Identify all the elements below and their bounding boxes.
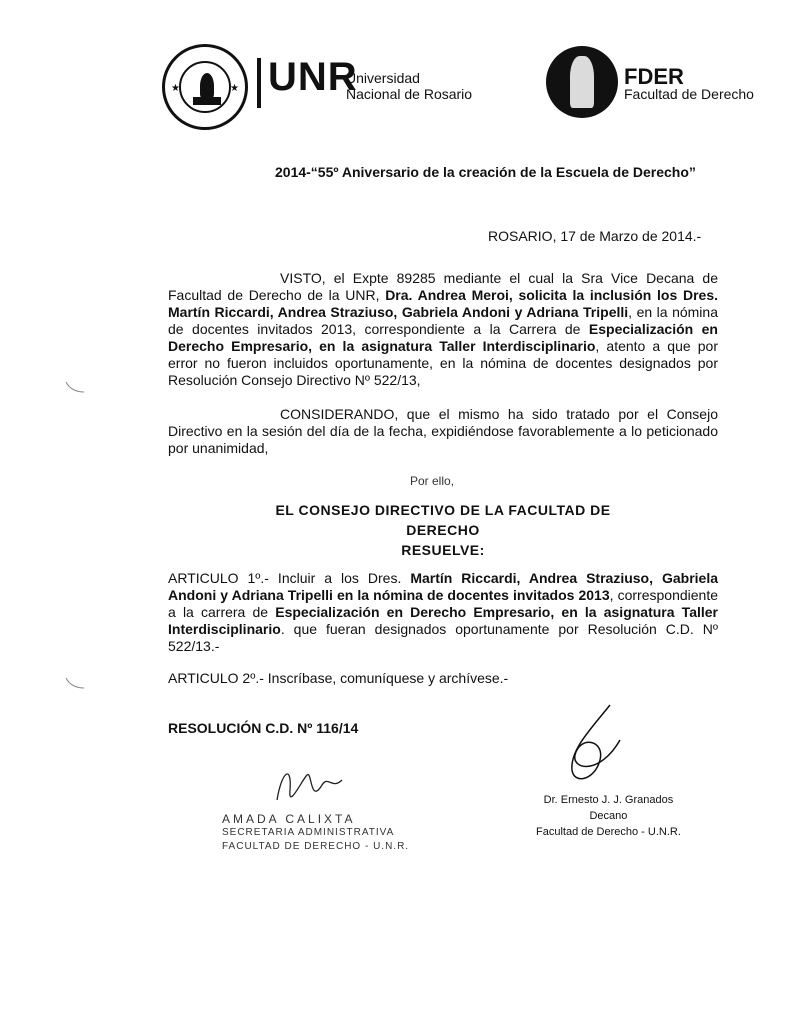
seal-base bbox=[193, 97, 221, 105]
star-icon: ★ bbox=[171, 83, 180, 94]
unr-full-name bbox=[346, 70, 472, 102]
art1-text-1: ARTICULO 1º.- Incluir a los Dres. bbox=[168, 570, 411, 586]
seal-inner-ring bbox=[179, 61, 231, 113]
art1-text-2: , correspondiente a la carrera de bbox=[168, 587, 719, 620]
por-ello: Por ello, bbox=[410, 474, 455, 488]
unr-abbreviation: UNR bbox=[268, 55, 358, 99]
visto-text-3: , atento a que por error no fueron incluidos oportunamente, en la nómina de docentes designados por Resolución Consejo Directivo Nº 522/13, bbox=[168, 338, 718, 388]
header-divider bbox=[257, 58, 261, 108]
fder-logo bbox=[546, 46, 618, 118]
dean-role: Decano bbox=[589, 810, 628, 822]
secretary-name: AMADA CALIXTA bbox=[222, 812, 356, 826]
resolution-number: RESOLUCIÓN C.D. Nº 116/14 bbox=[168, 720, 359, 736]
punch-mark bbox=[64, 676, 86, 690]
visto-text-2: , en la nómina de docentes invitados 2013, correspondiente a la Carrera de bbox=[168, 304, 718, 337]
visto-paragraph bbox=[168, 270, 718, 389]
fder-abbreviation: FDER bbox=[624, 64, 684, 89]
anniversary-heading: 2014-“55º Aniversario de la creación de la Escuela de Derecho” bbox=[275, 164, 696, 180]
secretary-signature-block bbox=[222, 812, 409, 854]
date-line: ROSARIO, 17 de Marzo de 2014.- bbox=[488, 228, 702, 244]
council-name: EL CONSEJO DIRECTIVO DE LA FACULTAD DE DERECHO bbox=[275, 502, 611, 538]
visto-text-1: VISTO, el Expte 89285 mediante el cual la Sra Vice Decana de Facultad de Derecho de la UNR, bbox=[168, 270, 718, 303]
unr-seal-logo bbox=[162, 44, 248, 130]
visto-bold-1: Dra. Andrea Meroi, solicita la inclusión los Dres. Martín Riccardi, Andrea Straziuso, Gabriela Andoni y Adriana Tripelli bbox=[168, 287, 718, 320]
secretary-org: FACULTAD DE DERECHO - U.N.R. bbox=[222, 841, 410, 852]
art1-text-3: . que fueran designados oportunamente por Resolución C.D. Nº 522/13.- bbox=[168, 621, 718, 654]
article-1 bbox=[168, 570, 718, 655]
art1-bold-1: Martín Riccardi, Andrea Straziuso, Gabriela Andoni y Adriana Tripelli en la nómina de docentes invitados 2013 bbox=[168, 570, 718, 603]
art1-bold-2: Especialización en Derecho Empresario, en la asignatura Taller Interdisciplinario bbox=[168, 604, 718, 637]
statue-icon bbox=[570, 56, 594, 108]
unr-name-line2: Nacional de Rosario bbox=[346, 86, 473, 102]
dean-name: Dr. Ernesto J. J. Granados bbox=[543, 794, 674, 806]
dean-org: Facultad de Derecho - U.N.R. bbox=[536, 826, 681, 838]
resuelve-heading bbox=[238, 500, 648, 560]
resuelve-word: RESUELVE: bbox=[401, 542, 485, 558]
punch-mark bbox=[64, 380, 86, 394]
secretary-signature bbox=[262, 760, 352, 820]
unr-name-line1: Universidad bbox=[346, 70, 420, 86]
star-icon: ★ bbox=[230, 83, 239, 94]
article-2: ARTICULO 2º.- Inscríbase, comuníquese y archívese.- bbox=[168, 670, 509, 686]
torch-icon bbox=[200, 73, 214, 99]
dean-signature-block bbox=[536, 792, 681, 840]
fder-subtitle: Facultad de Derecho bbox=[624, 86, 754, 102]
considerando-paragraph bbox=[168, 406, 718, 457]
secretary-role: SECRETARIA ADMINISTRATIVA bbox=[222, 827, 395, 838]
visto-bold-2: Especialización en Derecho Empresario, en la asignatura Taller Interdisciplinario bbox=[168, 321, 718, 354]
dean-signature bbox=[560, 700, 630, 790]
considerando-text: CONSIDERANDO, que el mismo ha sido tratado por el Consejo Directivo en la sesión del día de la fecha, expidiéndose favorablemente a lo peticionado por unanimidad, bbox=[168, 406, 718, 456]
